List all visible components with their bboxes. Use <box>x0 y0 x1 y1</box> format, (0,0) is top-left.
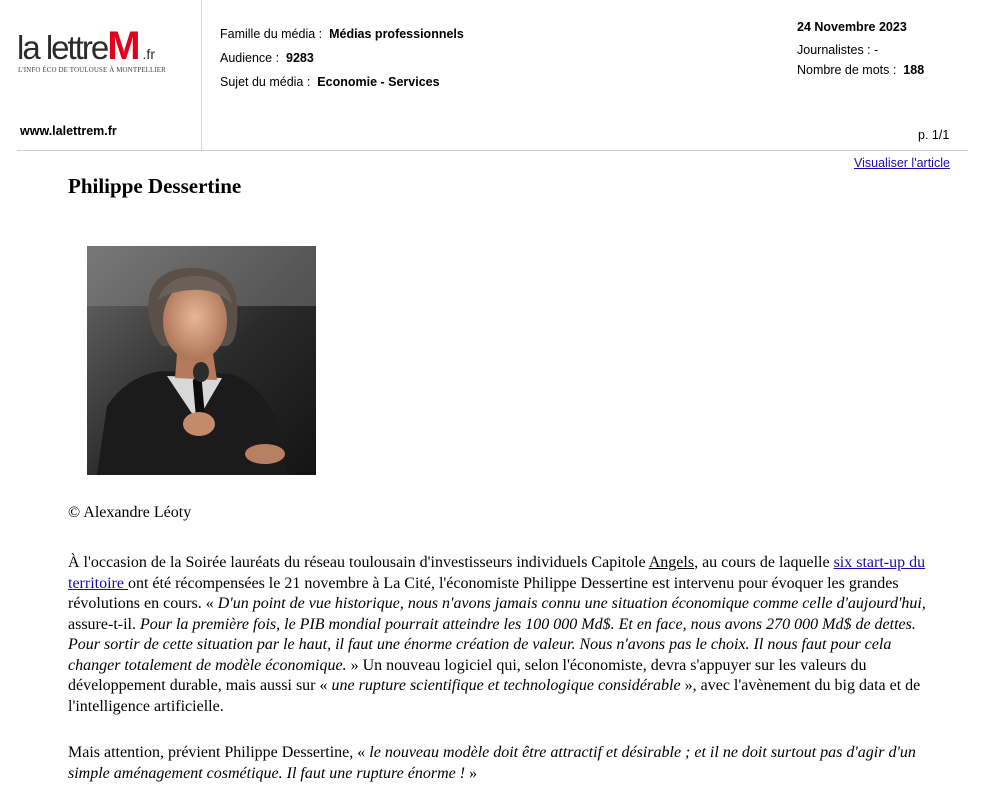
site-url: www.lalettrem.fr <box>20 124 117 138</box>
page-number: p. 1/1 <box>918 128 950 142</box>
media-subject-label: Sujet du média : <box>220 75 311 89</box>
media-family-value: Médias professionnels <box>329 27 464 41</box>
article-photo <box>87 246 316 475</box>
word-count <box>797 62 924 78</box>
logo-m: M <box>107 24 141 68</box>
logo-tagline: L'INFO ÉCO DE TOULOUSE À MONTPELLIER <box>18 66 166 74</box>
view-article-link[interactable]: Visualiser l'article <box>854 156 950 170</box>
header-divider-vertical <box>201 0 202 150</box>
word-count-value: 188 <box>903 63 925 77</box>
logo-tld: .fr <box>142 46 155 62</box>
journalists-label: Journalistes : <box>797 43 871 57</box>
publication-logo <box>17 24 182 78</box>
journalists-value: - <box>874 43 879 57</box>
article-title: Philippe Dessertine <box>68 174 242 198</box>
audience <box>220 50 314 66</box>
publication-date: 24 Novembre 2023 <box>797 20 907 34</box>
photo-caption: © Alexandre Léoty <box>68 504 192 521</box>
journalists <box>797 42 878 58</box>
media-family-label: Famille du média : <box>220 27 323 41</box>
logo-text: la lettre <box>17 29 108 66</box>
angels-link[interactable]: Angels <box>648 554 695 571</box>
media-family <box>220 26 464 42</box>
audience-value: 9283 <box>286 51 314 65</box>
media-subject <box>220 74 440 90</box>
article-paragraph-2: Mais attention, prévient Philippe Dessertine, « le nouveau modèle doit être attractif et désirable ; et il ne doit surtout pas d'agir d'un simple aménagement cosmétique. Il faut une rupture énorme ! » <box>68 744 916 782</box>
article-paragraph-1: À l'occasion de la Soirée lauréats du réseau toulousain d'investisseurs individuels Capitole Angels, au cours de laquelle six start-up du territoire ont été récompensées le 21 novembre à La Cité, l'économiste Philippe Dessertine est intervenu pour évoquer les grandes révolutions en cours. « D'un point de vue historique, nous n'avons jamais connu une situation économique comme celle d'aujourd'hui, assure-t-il. Pour la première fois, le PIB mondial pourrait atteindre les 100 000 Md$. Et en face, nous avons 270 000 Md$ de dettes. Pour sortir de cette situation par le haut, il faut une énorme création de valeur. Nous n'avons pas le choix. Il nous faut pour cela changer totalement de modèle économique. » Un nouveau logiciel qui, selon l'économiste, devra s'appuyer sur les valeurs du développement durable, mais aussi sur « une rupture scientifique et technologique considérable », avec l'avènement du big data et de l'intelligence artificielle. <box>68 554 926 715</box>
word-count-label: Nombre de mots : <box>797 63 897 77</box>
startups-link[interactable]: six start-up du territoire <box>68 554 926 592</box>
audience-label: Audience : <box>220 51 280 65</box>
header-divider <box>17 150 968 151</box>
media-subject-value: Economie - Services <box>317 75 440 89</box>
